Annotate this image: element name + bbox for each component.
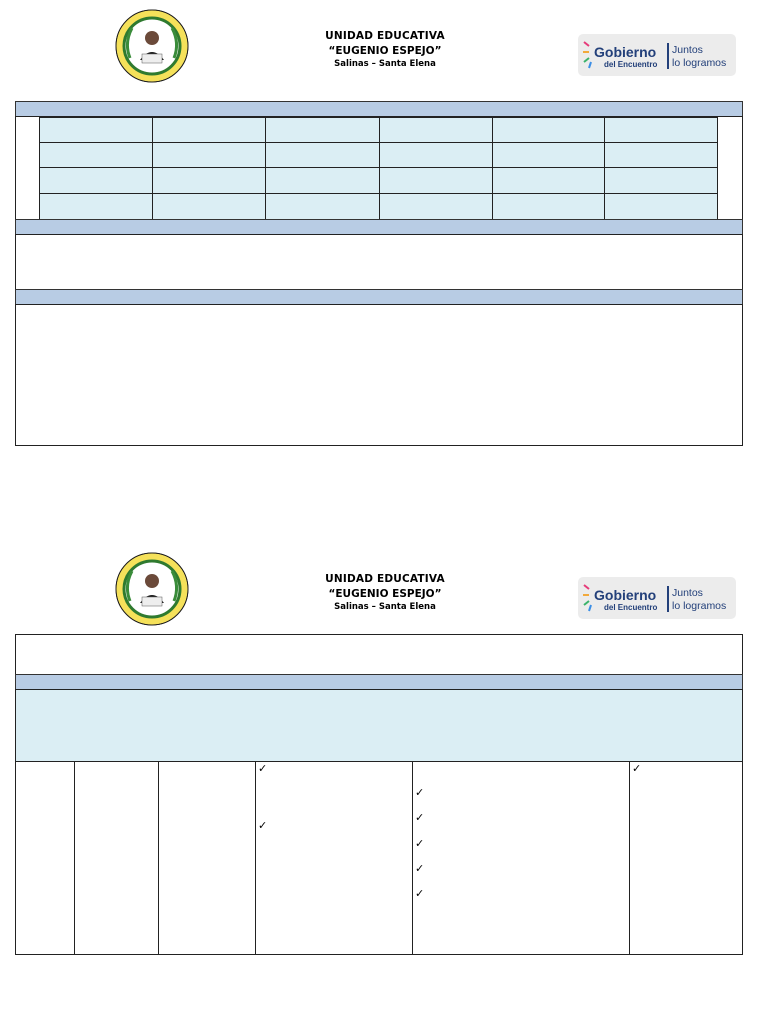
grid-cell[interactable]	[152, 167, 266, 194]
grid-cell[interactable]	[39, 167, 153, 194]
school-title-line3: Salinas – Santa Elena	[334, 59, 436, 69]
grid-cell[interactable]	[379, 142, 493, 168]
school-title	[300, 573, 470, 612]
column-divider	[629, 762, 630, 954]
checkmark-icon: ✓	[632, 762, 642, 775]
checkmark-icon: ✓	[415, 862, 425, 875]
gov-name-main: Gobierno	[594, 44, 657, 60]
checkmark-icon: ✓	[415, 837, 425, 850]
section-3-header-band	[15, 289, 743, 305]
gov-logo-divider	[667, 43, 669, 69]
checkmark-icon: ✓	[258, 819, 268, 832]
info-header-band	[15, 101, 743, 117]
school-title-line2: “EUGENIO ESPEJO”	[328, 45, 442, 57]
section-2-text-area[interactable]	[15, 234, 743, 290]
plan-table-header-cell	[629, 690, 742, 762]
gov-slogan-2: lo logramos	[672, 57, 727, 69]
grid-cell[interactable]	[379, 167, 493, 194]
checkmark-icon: ✓	[415, 887, 425, 900]
grid-cell[interactable]	[492, 142, 605, 168]
grid-cell[interactable]	[265, 193, 380, 220]
page1-header	[0, 8, 768, 88]
school-title-line2: “EUGENIO ESPEJO”	[328, 588, 442, 600]
gov-name-sub: del Encuentro	[604, 603, 658, 612]
grid-cell[interactable]	[492, 117, 605, 143]
plan-table-header-cell	[412, 690, 630, 762]
grid-cell[interactable]	[152, 193, 266, 220]
plan-table	[15, 689, 743, 955]
grid-cell[interactable]	[604, 117, 718, 143]
school-logo	[114, 551, 190, 627]
grid-cell[interactable]	[39, 142, 153, 168]
plan-table-header-cell	[158, 690, 256, 762]
grid-cell[interactable]	[604, 193, 718, 220]
page2-header	[0, 551, 768, 631]
government-logo	[578, 34, 736, 76]
checkmark-icon: ✓	[258, 762, 268, 775]
grid-cell[interactable]	[379, 117, 493, 143]
grid-cell[interactable]	[152, 117, 266, 143]
column-divider	[412, 762, 413, 954]
school-title-line1: UNIDAD EDUCATIVA	[325, 30, 445, 42]
grid-cell[interactable]	[604, 167, 718, 194]
grid-cell[interactable]	[39, 117, 153, 143]
gov-name-sub: del Encuentro	[604, 60, 658, 69]
column-divider	[255, 762, 256, 954]
gov-slogan-1: Juntos	[672, 44, 703, 56]
gov-logo-divider	[667, 586, 669, 612]
grid-cell[interactable]	[379, 193, 493, 220]
plan-table-header-cell	[255, 690, 413, 762]
grid-cell[interactable]	[265, 167, 380, 194]
plan-table-header-cell	[16, 690, 75, 762]
grid-cell[interactable]	[492, 193, 605, 220]
column-divider	[74, 762, 75, 954]
grid-cell[interactable]	[492, 167, 605, 194]
section-3-text-area[interactable]	[15, 304, 743, 446]
column-divider	[158, 762, 159, 954]
grid-cell[interactable]	[39, 193, 153, 220]
gov-slogan-1: Juntos	[672, 587, 703, 599]
government-logo	[578, 577, 736, 619]
plan-table-header-cell	[74, 690, 159, 762]
grid-cell[interactable]	[152, 142, 266, 168]
school-logo	[114, 8, 190, 84]
school-title-line3: Salinas – Santa Elena	[334, 602, 436, 612]
section-2-header-band	[15, 219, 743, 235]
grid-cell[interactable]	[604, 142, 718, 168]
page2-title-box[interactable]	[15, 634, 743, 675]
checkmark-icon: ✓	[415, 786, 425, 799]
gov-name-main: Gobierno	[594, 587, 657, 603]
checkmark-icon: ✓	[415, 811, 425, 824]
plan-table-header-band	[15, 674, 743, 690]
grid-cell[interactable]	[265, 142, 380, 168]
school-title-line1: UNIDAD EDUCATIVA	[325, 573, 445, 585]
grid-cell[interactable]	[265, 117, 380, 143]
gov-slogan-2: lo logramos	[672, 600, 727, 612]
school-title	[300, 30, 470, 69]
